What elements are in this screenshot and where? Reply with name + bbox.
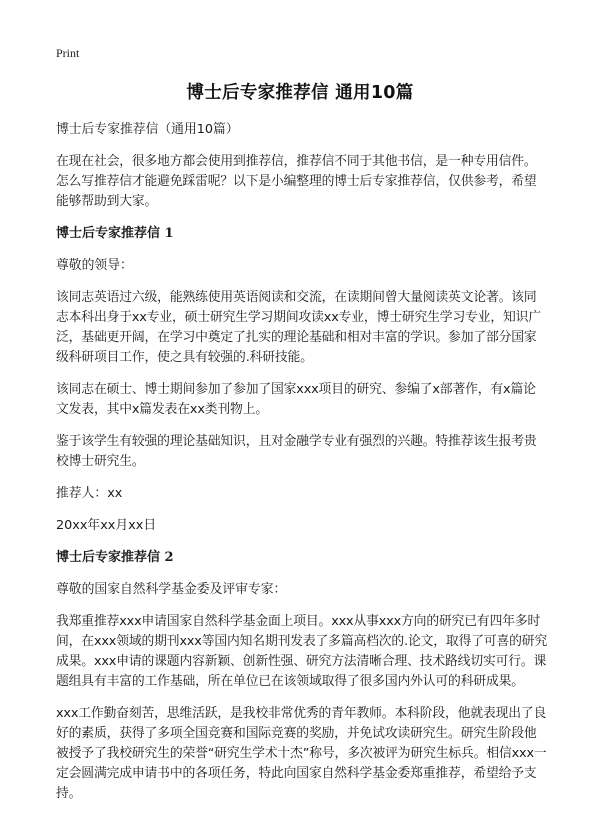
article-body [56,120,548,816]
letter-1-greeting: 尊敬的领导： [56,258,133,273]
article-subtitle: 博士后专家推荐信（通用10篇） [56,122,239,137]
letter-1-paragraph: 该同志在硕士、博士期间参加了参加了国家xxx项目的研究、参编了x部著作，有x篇论文发表，其中x篇发表在xx类刊物上。 [56,382,536,417]
print-link[interactable]: Print [56,46,80,60]
letter-2-paragraph: 我郑重推荐xxx申请国家自然科学基金面上项目。xxx从事xxx方向的研究已有四年多时间，在xxx领域的期刊xxx等国内知名期刊发表了多篇高档次的.论文，取得了可喜的研究成果。xxx申请的课题内容新颖、创新性强、研究方法清晰合理、技术路线切实可行。课题组具有丰富的工作基础，所在单位已在该领域取得了很多国内外认可的科研成果。 [56,614,548,689]
letter-1-heading: 博士后专家推荐信 1 [56,226,174,241]
letter-1-paragraph: 鉴于该学生有较强的理论基础知识，且对金融学专业有强烈的兴趣。特推荐该生报考贵校博士研究生。 [56,434,537,469]
letter-1-recommender: 推荐人：xx [56,486,123,501]
intro-paragraph: 在现在社会，很多地方都会使用到推荐信，推荐信不同于其他书信，是一种专用信件。怎么写推荐信才能避免踩雷呢？以下是小编整理的博士后专家推荐信，仅供参考，希望能够帮助到大家。 [56,154,537,209]
letter-1-date: 20xx年xx月xx日 [56,518,157,533]
letter-2-greeting: 尊敬的国家自然科学基金委及评审专家： [56,582,287,597]
page-title: 博士后专家推荐信 通用10篇 [186,83,414,103]
letter-2-paragraph: xxx工作勤奋刻苦，思维活跃，是我校非常优秀的青年教师。本科阶段，他就表现出了良好的素质，获得了多项全国竞赛和国际竞赛的奖励，并免试攻读研究生。研究生阶段他被授予了我校研究生的荣誉“研究生学术十杰”称号，多次被评为研究生标兵。相信xxx一定会圆满完成申请书中的各项任务，特此向国家自然科学基金委郑重推荐，希望给予支持。 [56,706,547,801]
letter-2-heading: 博士后专家推荐信 2 [56,550,174,565]
letter-1-paragraph: 该同志英语过六级，能熟练使用英语阅读和交流，在读期间曾大量阅读英文论著。该同志本科出身于xx专业，硕士研究生学习期间攻读xx专业，博士研究生学习专业，知识广泛，基础更开阔，在学习中奠定了扎实的理论基础和相对丰富的学识。参加了部分国家级科研项目工作，使之具有较强的.科研技能。 [56,290,541,365]
